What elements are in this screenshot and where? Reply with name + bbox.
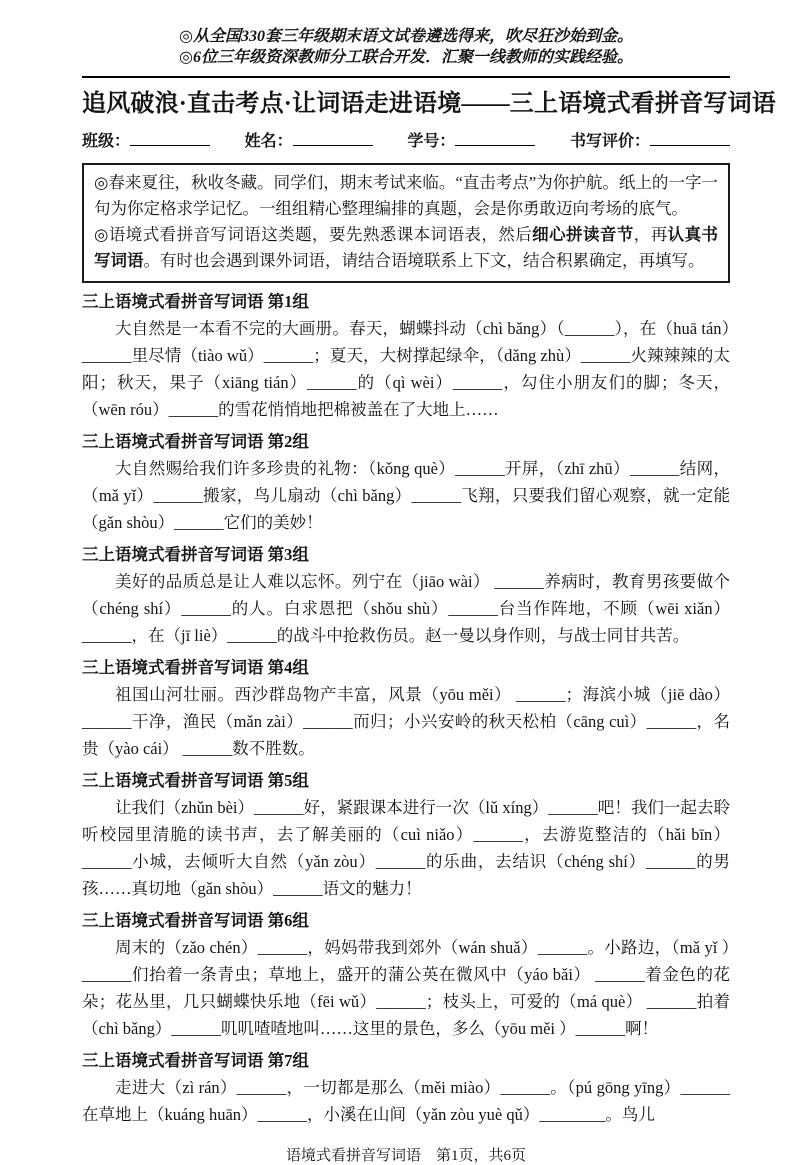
group-7-heading: 三上语境式看拼音写词语 第7组 [82, 1051, 309, 1070]
group-5-paragraph: 让我们（zhǔn bèi）______好，紧跟课本进行一次（lǔ xíng）______吧！我们一起去聆听校园里清脆的读书声，去了解美丽的（cuì niǎo）______，去游览整洁的（hǎi bīn）______小城，去倾听大自然（yǎn zòu）______的乐曲，去结识（chéng shí）______的男孩……真切地（gǎn shòu）______语文的魅力！ [82, 798, 730, 898]
page-footer: 语境式看拼音写词语 第1页，共6页 [285, 1148, 526, 1164]
student-field-student-number [407, 128, 535, 151]
page-title: 追风破浪·直击考点·让词语走进语境——三上语境式看拼音写词语 [82, 91, 777, 117]
group-4-heading: 三上语境式看拼音写词语 第4组 [82, 658, 309, 677]
field-blank-student-number [455, 131, 535, 146]
field-label-class: 班级： [82, 133, 131, 150]
header-note-2: ◎6位三年级资深教师分工联合开发．汇聚一线教师的实践经验。 [179, 49, 633, 66]
intro-paragraph-2 [94, 222, 718, 274]
intro-text: ，再 [633, 225, 668, 244]
student-field-handwriting-evaluation [570, 128, 730, 151]
header-notes [82, 26, 730, 68]
groups-section [82, 289, 730, 1128]
field-blank-name [293, 131, 373, 146]
student-info-row [82, 128, 730, 151]
group-2-paragraph: 大自然赐给我们许多珍贵的礼物：（kǒng què）______开屏，（zhī zhū）______结网，（mǎ yǐ）______搬家，鸟儿扇动（chì bǎng）______飞翔，只要我们留心观察，就一定能（gǎn shòu）______它们的美妙！ [82, 459, 730, 532]
field-label-name: 姓名： [244, 133, 293, 150]
intro-paragraph-1: ◎春来夏往，秋收冬藏。同学们，期末考试来临。“直击考点”为你护航。纸上的一字一句为你定格求学记忆。一组组精心整理编排的真题，会是你勇敢迈向考场的底气。 [94, 173, 718, 218]
group-5-heading: 三上语境式看拼音写词语 第5组 [82, 771, 309, 790]
student-field-class [82, 128, 210, 151]
header-note-1: ◎从全国330套三年级期末语文试卷遴选得来，吹尽狂沙始到金。 [179, 28, 633, 45]
intro-bold-text: 认真书写词语 [94, 225, 719, 270]
field-label-student-number: 学号： [407, 133, 456, 150]
group-4-paragraph: 祖国山河壮丽。西沙群岛物产丰富，风景（yōu měi） ______；海滨小城（jiē dào）______干净，渔民（mǎn zài）______而归；小兴安岭的秋天松柏（cāng cuì）______，名贵（yào cái） ______数不胜数。 [82, 685, 730, 758]
field-label-handwriting-evaluation: 书写评价： [569, 133, 650, 150]
student-field-name [245, 128, 373, 151]
group-3-paragraph: 美好的品质总是让人难以忘怀。列宁在（jiāo wài） ______养病时，教育男孩要做个（chéng shí）______的人。白求恩把（shǒu shù）______台当作阵地，不顾（wēi xiǎn）______，在（jī liè）______的战斗中抢救伤员。赵一曼以身作则，与战士同甘共苦。 [82, 572, 730, 645]
group-1-heading: 三上语境式看拼音写词语 第1组 [82, 292, 309, 311]
group-7-paragraph: 走进大（zì rán）______，一切都是那么（měi miào）______。（pú gōng yīng）______在草地上（kuáng huān）______，小溪在山间（yǎn zòu yuè qǔ）________。鸟儿 [82, 1078, 730, 1124]
group-3-heading: 三上语境式看拼音写词语 第3组 [82, 545, 309, 564]
group-6-paragraph: 周末的（zǎo chén）______，妈妈带我到郊外（wán shuǎ）______。小路边，（mǎ yǐ ）______们抬着一条青虫；草地上，盛开的蒲公英在微风中（yáo bǎi） ______着金色的花朵；花丛里，几只蝴蝶快乐地（fēi wǔ）______；枝头上，可爱的（má què） ______拍着（chì bǎng）______叽叽喳喳地叫……这里的景色，多么（yōu měi ）______啊！ [82, 938, 730, 1038]
header-divider [82, 76, 730, 78]
group-6-heading: 三上语境式看拼音写词语 第6组 [82, 911, 309, 930]
group-2-heading: 三上语境式看拼音写词语 第2组 [82, 432, 309, 451]
field-blank-class [130, 131, 210, 146]
intro-box [82, 163, 730, 283]
field-blank-handwriting-evaluation [650, 131, 730, 146]
intro-bold-text: 细心拼读音节 [532, 225, 634, 244]
group-1-paragraph: 大自然是一本看不完的大画册。春天，蝴蝶抖动（chì bǎng）（______），在（huā tán）______里尽情（tiào wǔ）______；夏天，大树撑起绿伞，（dǎng zhù）______火辣辣辣的太阳；秋天，果子（xiāng tián）______的（qì wèi）______，勾住小朋友们的脚；冬天，（wēn róu）______的雪花悄悄地把棉被盖在了大地上…… [82, 319, 730, 419]
intro-text: 。有时也会遇到课外词语，请结合语境联系上下文，结合积累确定，再填写。 [143, 251, 705, 270]
intro-text: ◎语境式看拼音写词语这类题，要先熟悉课本词语表，然后 [94, 225, 533, 244]
